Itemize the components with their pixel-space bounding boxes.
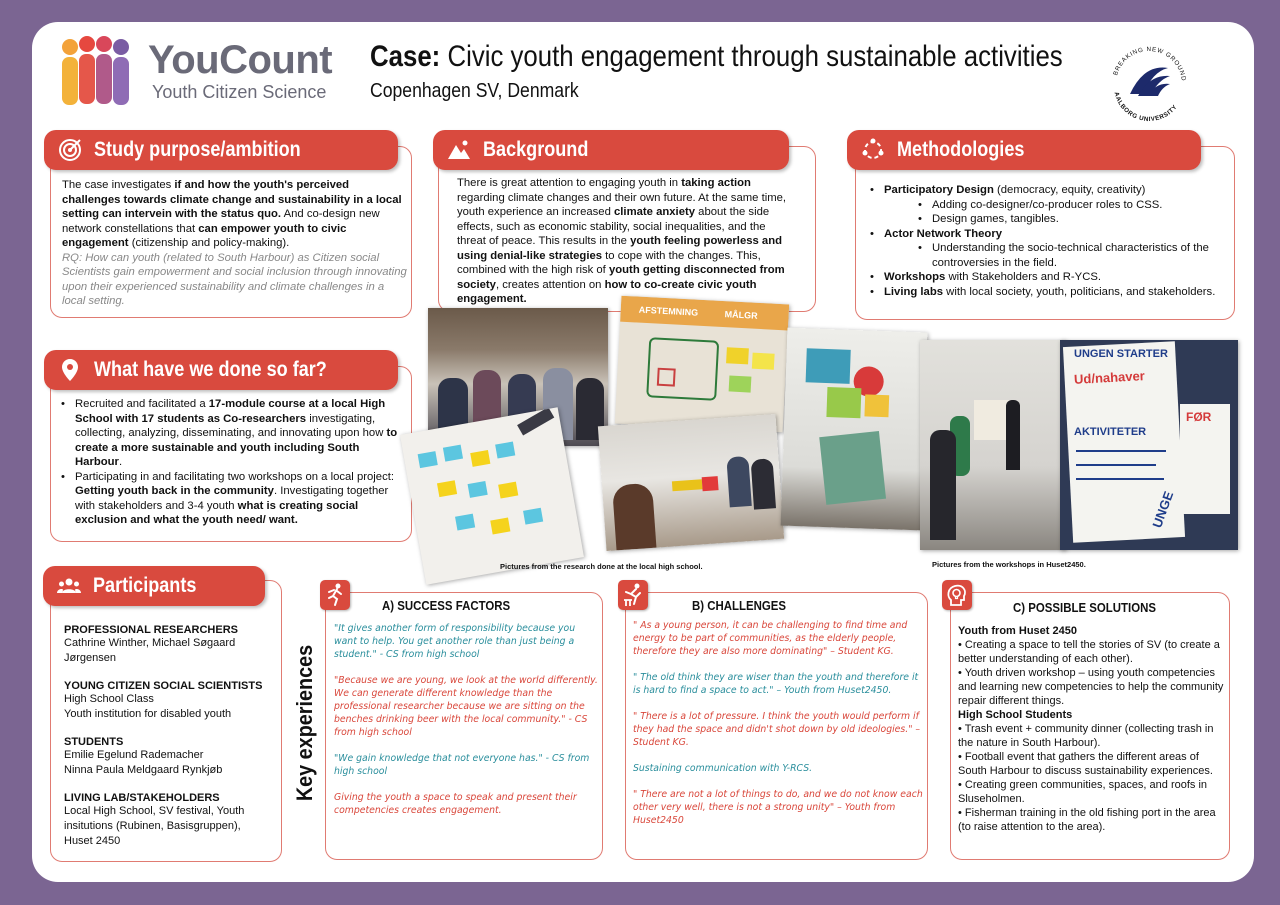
list-item: • Creating a space to tell the stories of SV (to create a better understanding of each other). [958,639,1220,665]
background-text: There is great attention to engaging youth in taking action regarding climate changes and their own future. At the same time, youth experience an increased climate anxiety about the side effects, such as economic stability, social inequalities, and the threat of peace. This results in the youth feeling powerless and using denial-like strategies to cope with the changes. This, combined with the high risk of youth getting disconnected from society, creates attention on how to co-create civic youth engagement. [457,177,787,305]
list-item: • Living labs with local society, youth, politicians, and stakeholders. [866,285,1226,300]
quote: " As a young person, it can be challenging to find time and energy to be part of communities, as the elderly people, therefore they are also more dominating" – Student KG. [633,620,908,657]
group-title: PROFESSIONAL RESEARCHERS [64,624,238,636]
group-icon [57,574,81,598]
group-members: Ninna Paula Meldgaard Rynkjøb [64,764,223,776]
challenges-heading: B) CHALLENGES [692,598,787,613]
success-quotes [334,622,600,830]
svg-text:AALBORG UNIVERSITY: AALBORG UNIVERSITY [1112,91,1179,124]
aalborg-university-logo-icon [1104,34,1194,124]
cycle-icon [861,138,885,162]
progress-header: What have we done so far? [44,350,398,390]
list-item: • Actor Network Theory [866,227,1226,242]
participants-list [64,624,278,849]
quote: " There is a lot of pressure. I think the youth would perform if they had the space and didn't shot down by old ideologies." – Student KG. [633,711,921,748]
research-question: RQ: How can youth (related to South Harbour) as Citizen social Scientists gain empowerment and social inclusion through innovating upon their experienced sustainability and climate challenges in a local setting. [62,251,407,307]
solutions-list [958,624,1224,834]
methodologies-text [866,183,1226,299]
photo-caption-school: Pictures from the research done at the local high school. [500,562,703,571]
list-item: • Fisherman training in the old fishing port in the area (to raise attention to the area). [958,807,1216,833]
group-members: insitutions (Rubinen, Basisgruppen), [64,820,241,832]
group-title: YOUNG CITIZEN SOCIAL SCIENTISTS [64,680,263,692]
group-members: Local High School, SV festival, Youth [64,805,245,817]
list-item: • Understanding the socio-technical characteristics of the controversies in the field. [918,241,1226,270]
page-title: Case: Civic youth engagement through sustainable activities [370,40,1063,73]
participants-header: Participants [43,566,265,606]
brand-name: YouCount [148,38,333,82]
solutions-heading: C) POSSIBLE SOLUTIONS [1013,600,1157,615]
study-purpose-header: Study purpose/ambition [44,130,398,170]
challenges-quotes [633,619,927,840]
board-label: MÅLGR [724,309,758,321]
lightbulb-head-icon [942,580,972,610]
list-item: • Creating green communities, spaces, and roofs in Sluseholmen. [958,779,1208,805]
group-members: Huset 2450 [64,835,121,847]
photo-workshop-room [920,340,1066,550]
success-factors-heading: A) SUCCESS FACTORS [382,598,511,613]
note-label: UNGEN STARTER [1074,348,1168,360]
group-members: Emilie Egelund Rademacher [64,749,204,761]
mountain-icon [447,138,471,162]
quote: "It gives another form of responsibility because you want to help. You get another role than just being a student." - CS from high school [334,623,576,660]
solutions-group-title: Youth from Huset 2450 [958,625,1077,637]
note-label: FØR [1186,410,1212,424]
hurdle-icon [618,580,648,610]
quote: " There are not a lot of things to do, and we do not know each other very well, there is not a strong unity" – Youth from Huset2450 [633,789,923,826]
list-item: • Participatory Design (democracy, equity, creativity) [866,183,1226,198]
note-label: AKTIVITETER [1074,426,1147,438]
photo-caption-workshops: Pictures from the workshops in Huset2450. [932,560,1086,569]
youcount-logo-icon [58,35,133,107]
quote: Sustaining communication with Y-RCS. [633,763,813,774]
photo-wall-art [781,328,928,531]
svg-text:BREAKING NEW GROUND: BREAKING NEW GROUND [1112,45,1187,82]
photo-whiteboard [615,296,789,433]
study-purpose-text: The case investigates if and how the youth's perceived challenges towards climate change and sustainability in a local setting can intervein with the status quo. And co-design new network constellations that can empower youth to civic engagement (citizenship and policy-making). RQ: How can youth (related to South Harbour) as Citizen social Scientists gain empowerment and social inclusion through innovating upon their experienced sustainability and climate challenges in a local setting. [62,179,407,307]
photo-classroom-presentation [598,414,784,551]
key-experiences-label: Key experiences [292,644,317,802]
list-item: • Adding co-designer/co-producer roles to CSS. [918,198,1226,213]
page-subtitle: Copenhagen SV, Denmark [370,80,579,102]
list-item: • Participating in and facilitating two workshops on a local project: Getting youth back in the community. Investigating together with stakeholders and 3-4 youth what is creating social exclusion and what the youth need/ want. [57,470,409,528]
target-icon [58,138,82,162]
list-item: • Trash event + community dinner (collecting trash in the nature in South Harbour). [958,723,1214,749]
quote: "We gain knowledge that not everyone has." - CS from high school [334,753,590,777]
brand-subtitle: Youth Citizen Science [152,82,327,102]
runner-icon [320,580,350,610]
quote: "Because we are young, we look at the world differently. We can generate different knowledge than the professional researcher because we are sitting on the benches drinking beer with the local community." - CS from high school [334,675,598,738]
group-title: STUDENTS [64,736,124,748]
group-members: Youth institution for disabled youth [64,708,232,720]
solutions-group-title: High School Students [958,709,1073,721]
progress-text [57,397,409,528]
list-item: • Football event that gathers the different areas of South Harbour to discuss sustainability experiences. [958,751,1213,777]
quote: Giving the youth a space to speak and present their competencies creates engagement. [334,792,577,816]
group-members: High School Class [64,693,154,705]
group-members: Jørgensen [64,652,116,664]
board-label: AFSTEMNING [638,304,699,318]
note-label: UNGE [1149,489,1177,530]
list-item: • Youth driven workshop – using youth competencies and learning new competencies to help the community repair different things. [958,667,1224,707]
note-label: Ud/nahaver [1073,368,1146,387]
group-members: Cathrine Winther, Michael Søgaard [64,637,236,649]
list-item: • Design games, tangibles. [918,212,1226,227]
list-item: • Workshops with Stakeholders and R-YCS. [866,270,1226,285]
photo-sticky-notes-table [400,407,584,584]
location-pin-icon [58,358,82,382]
list-item: • Recruited and facilitated a 17-module course at a local High School with 17 students as Co-researchers investigating, collecting, analyzing, disseminating, and innovating upon how to create a more sustainable and youth including South Harbour. [57,397,409,470]
photo-handwritten-notes [1060,340,1238,550]
methodologies-header: Methodologies [847,130,1201,170]
background-header: Background [433,130,789,170]
quote: " The old think they are wiser than the youth and therefore it is hard to find a space to act." – Youth from Huset2450. [633,672,919,696]
group-title: LIVING LAB/STAKEHOLDERS [64,792,220,804]
